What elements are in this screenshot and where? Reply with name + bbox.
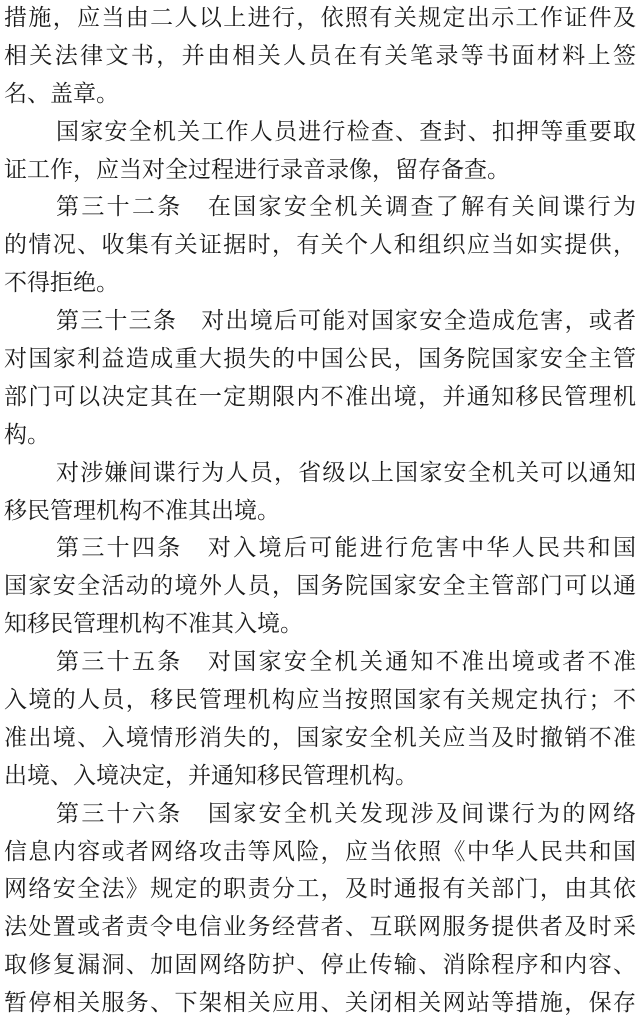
document-page [4,0,636,1023]
text-line: 对涉嫌间谍行为人员，省级以上国家安全机关可以通知 [56,459,636,486]
text-line: 暂停相关服务、下架相关应用、关闭相关网站等措施，保存 [4,990,636,1017]
text-line: 法处置或者责令电信业务经营者、互联网服务提供者及时采 [4,914,636,941]
text-line: 的情况、收集有关证据时，有关个人和组织应当如实提供， [4,232,636,259]
text-line: 网络安全法》规定的职责分工，及时通报有关部门，由其依 [4,876,636,903]
text-line: 第三十六条 国家安全机关发现涉及间谍行为的网络 [56,800,636,827]
text-line: 对国家利益造成重大损失的中国公民，国务院国家安全主管 [4,346,636,373]
text-line: 第三十二条 在国家安全机关调查了解有关间谍行为 [56,194,636,221]
text-line: 第三十四条 对入境后可能进行危害中华人民共和国 [56,535,636,562]
text-line: 国家安全活动的境外人员，国务院国家安全主管部门可以通 [4,573,636,600]
text-line: 移民管理机构不准其出境。 [4,497,280,524]
text-line: 相关法律文书，并由相关人员在有关笔录等书面材料上签 [4,42,636,69]
text-line: 入境的人员，移民管理机构应当按照国家有关规定执行；不 [4,687,636,714]
text-line: 构。 [4,421,50,448]
text-line: 国家安全机关工作人员进行检查、查封、扣押等重要取 [56,118,636,145]
text-line: 取修复漏洞、加固网络防护、停止传输、消除程序和内容、 [4,952,636,979]
text-line: 第三十三条 对出境后可能对国家安全造成危害，或者 [56,308,636,335]
text-line: 证工作，应当对全过程进行录音录像，留存备查。 [4,156,510,183]
text-line: 部门可以决定其在一定期限内不准出境，并通知移民管理机 [4,383,636,410]
text-line: 信息内容或者网络攻击等风险，应当依照《中华人民共和国 [4,838,636,865]
text-line: 名、盖章。 [4,80,119,107]
text-line: 知移民管理机构不准其入境。 [4,611,303,638]
text-line: 第三十五条 对国家安全机关通知不准出境或者不准 [56,649,636,676]
text-line: 出境、入境决定，并通知移民管理机构。 [4,762,418,789]
text-line: 措施，应当由二人以上进行，依照有关规定出示工作证件及 [4,5,636,31]
text-line: 不得拒绝。 [4,270,119,297]
text-line: 准出境、入境情形消失的，国家安全机关应当及时撤销不准 [4,724,636,751]
